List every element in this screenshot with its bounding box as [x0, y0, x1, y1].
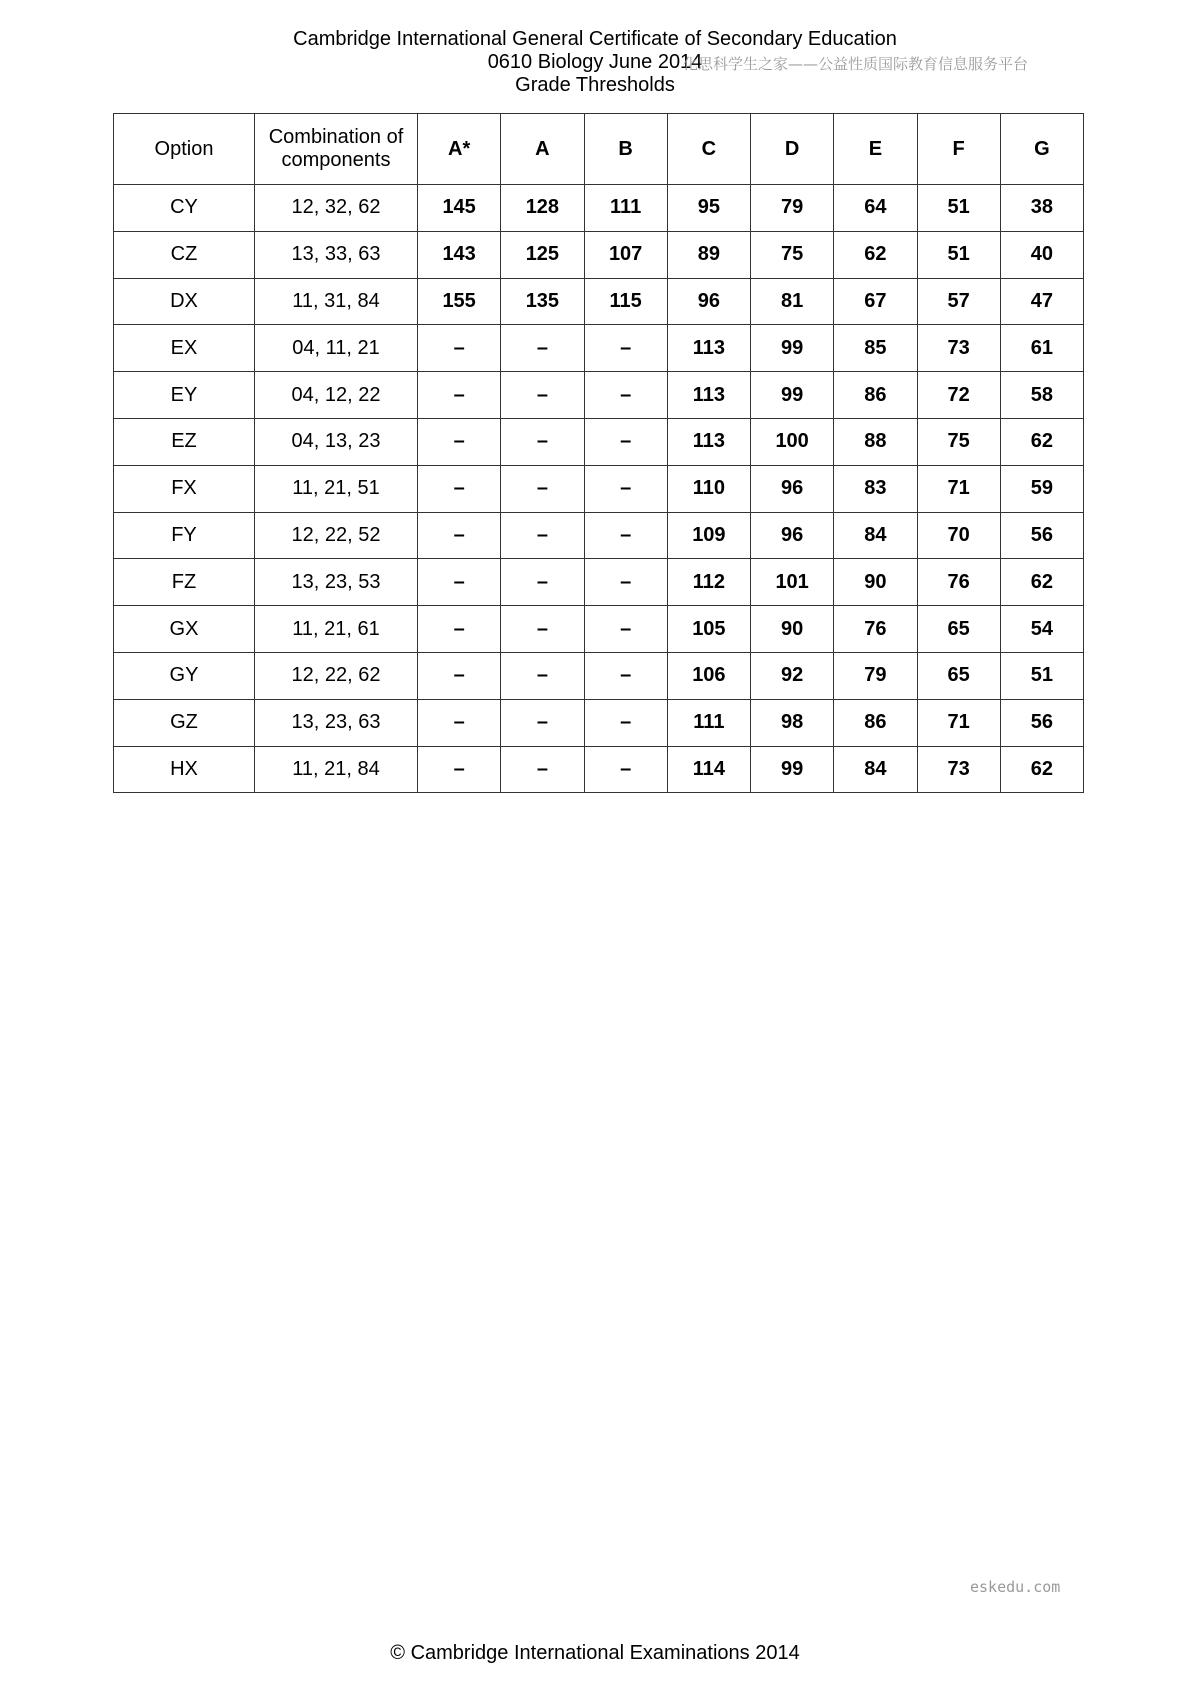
option-cell: GZ [114, 699, 255, 746]
combination-cell: 13, 33, 63 [255, 231, 418, 278]
grade-threshold-cell: 73 [917, 746, 1000, 793]
grade-threshold-cell: 75 [917, 418, 1000, 465]
grade-threshold-cell: 113 [667, 325, 750, 372]
header-subject: 0610 Biology June 2014 [487, 51, 703, 73]
grade-threshold-cell: 99 [751, 325, 834, 372]
grade-threshold-cell: – [584, 512, 667, 559]
option-cell: CY [114, 185, 255, 232]
option-cell: DX [114, 278, 255, 325]
grade-threshold-cell: 51 [1000, 652, 1083, 699]
grade-threshold-cell: – [584, 699, 667, 746]
column-header: F [917, 114, 1000, 185]
grade-threshold-cell: – [501, 465, 584, 512]
option-cell: FZ [114, 559, 255, 606]
grade-threshold-cell: 65 [917, 606, 1000, 653]
grade-threshold-cell: 92 [751, 652, 834, 699]
column-header: A* [418, 114, 501, 185]
grade-threshold-cell: 90 [751, 606, 834, 653]
table-row [114, 372, 1084, 419]
grade-threshold-cell: 76 [917, 559, 1000, 606]
grade-threshold-cell: – [501, 559, 584, 606]
combination-cell: 04, 12, 22 [255, 372, 418, 419]
grade-threshold-cell: – [584, 652, 667, 699]
grade-threshold-cell: 109 [667, 512, 750, 559]
combination-cell: 12, 22, 52 [255, 512, 418, 559]
combination-cell: 04, 11, 21 [255, 325, 418, 372]
grade-threshold-cell: 73 [917, 325, 1000, 372]
grade-threshold-cell: 111 [584, 185, 667, 232]
grade-threshold-cell: 125 [501, 231, 584, 278]
grade-threshold-cell: – [418, 652, 501, 699]
grade-threshold-cell: – [584, 559, 667, 606]
column-header: C [667, 114, 750, 185]
grade-threshold-cell: 79 [834, 652, 917, 699]
column-header: G [1000, 114, 1083, 185]
combination-cell: 13, 23, 63 [255, 699, 418, 746]
grade-threshold-cell: 85 [834, 325, 917, 372]
grade-threshold-cell: 84 [834, 512, 917, 559]
table-row [114, 231, 1084, 278]
grade-threshold-cell: 111 [667, 699, 750, 746]
grade-threshold-cell: 99 [751, 746, 834, 793]
grade-threshold-cell: 135 [501, 278, 584, 325]
grade-threshold-cell: – [418, 325, 501, 372]
copyright-footer: © Cambridge International Examinations 2014 [390, 1642, 800, 1664]
grade-threshold-cell: – [584, 606, 667, 653]
grade-threshold-cell: – [501, 606, 584, 653]
column-header: Combination of components [255, 114, 418, 185]
grade-threshold-cell: 59 [1000, 465, 1083, 512]
column-header: A [501, 114, 584, 185]
column-header: Option [114, 114, 255, 185]
grade-threshold-cell: – [418, 465, 501, 512]
table-row [114, 418, 1084, 465]
grade-threshold-cell: 71 [917, 465, 1000, 512]
grade-threshold-cell: – [418, 606, 501, 653]
grade-threshold-cell: 56 [1000, 699, 1083, 746]
grade-threshold-cell: 76 [834, 606, 917, 653]
grade-threshold-cell: – [501, 418, 584, 465]
grade-threshold-cell: – [501, 699, 584, 746]
grade-threshold-cell: – [501, 325, 584, 372]
grade-threshold-cell: – [418, 746, 501, 793]
table-row [114, 559, 1084, 606]
grade-threshold-cell: 99 [751, 372, 834, 419]
grade-threshold-cell: – [418, 418, 501, 465]
grade-threshold-cell: – [501, 512, 584, 559]
grade-threshold-cell: – [584, 746, 667, 793]
grade-threshold-cell: 51 [917, 231, 1000, 278]
table-body [114, 185, 1084, 793]
option-cell: FX [114, 465, 255, 512]
header-qualification: Cambridge International General Certificate of Secondary Education [293, 28, 897, 50]
option-cell: FY [114, 512, 255, 559]
grade-threshold-cell: – [418, 372, 501, 419]
grade-threshold-cell: 88 [834, 418, 917, 465]
table-row [114, 699, 1084, 746]
grade-threshold-cell: – [501, 372, 584, 419]
grade-threshold-cell: 62 [1000, 746, 1083, 793]
grade-threshold-cell: 114 [667, 746, 750, 793]
grade-threshold-cell: 100 [751, 418, 834, 465]
option-cell: GY [114, 652, 255, 699]
grade-threshold-cell: 110 [667, 465, 750, 512]
grade-threshold-cell: 113 [667, 418, 750, 465]
column-header: D [751, 114, 834, 185]
grade-threshold-cell: 83 [834, 465, 917, 512]
option-cell: GX [114, 606, 255, 653]
grade-thresholds-table [113, 113, 1084, 793]
grade-threshold-cell: 105 [667, 606, 750, 653]
grade-threshold-cell: 90 [834, 559, 917, 606]
table-row [114, 746, 1084, 793]
grade-threshold-cell: 143 [418, 231, 501, 278]
header-title: Grade Thresholds [515, 74, 675, 96]
table-row [114, 465, 1084, 512]
grade-threshold-cell: 79 [751, 185, 834, 232]
combination-cell: 12, 22, 62 [255, 652, 418, 699]
grade-threshold-cell: 61 [1000, 325, 1083, 372]
combination-cell: 12, 32, 62 [255, 185, 418, 232]
combination-cell: 11, 21, 61 [255, 606, 418, 653]
grade-threshold-cell: 71 [917, 699, 1000, 746]
grade-threshold-cell: 106 [667, 652, 750, 699]
grade-threshold-cell: 86 [834, 372, 917, 419]
table-row [114, 278, 1084, 325]
table-row [114, 325, 1084, 372]
option-cell: EZ [114, 418, 255, 465]
grade-threshold-cell: 86 [834, 699, 917, 746]
grade-threshold-cell: – [501, 746, 584, 793]
combination-cell: 11, 21, 51 [255, 465, 418, 512]
combination-cell: 11, 31, 84 [255, 278, 418, 325]
grade-threshold-cell: 96 [751, 465, 834, 512]
grade-threshold-cell: 84 [834, 746, 917, 793]
grade-threshold-cell: 62 [1000, 418, 1083, 465]
grade-threshold-cell: 115 [584, 278, 667, 325]
grade-threshold-cell: – [584, 372, 667, 419]
watermark-top: 化思科学生之家——公益性质国际教育信息服务平台 [683, 55, 1029, 73]
grade-threshold-cell: 112 [667, 559, 750, 606]
grade-threshold-cell: – [584, 325, 667, 372]
grade-threshold-cell: 47 [1000, 278, 1083, 325]
grade-threshold-cell: – [418, 559, 501, 606]
column-header: E [834, 114, 917, 185]
grade-threshold-cell: 155 [418, 278, 501, 325]
option-cell: HX [114, 746, 255, 793]
grade-threshold-cell: – [584, 418, 667, 465]
table-row [114, 185, 1084, 232]
column-header: B [584, 114, 667, 185]
grade-threshold-cell: 58 [1000, 372, 1083, 419]
grade-threshold-cell: 38 [1000, 185, 1083, 232]
table-row [114, 652, 1084, 699]
grade-threshold-cell: 54 [1000, 606, 1083, 653]
grade-threshold-cell: 101 [751, 559, 834, 606]
combination-cell: 11, 21, 84 [255, 746, 418, 793]
grade-threshold-cell: 96 [751, 512, 834, 559]
grade-threshold-cell: 40 [1000, 231, 1083, 278]
grade-threshold-cell: 62 [1000, 559, 1083, 606]
grade-threshold-cell: 72 [917, 372, 1000, 419]
grade-threshold-cell: 62 [834, 231, 917, 278]
grade-threshold-cell: 128 [501, 185, 584, 232]
grade-threshold-cell: 65 [917, 652, 1000, 699]
option-cell: EY [114, 372, 255, 419]
grade-threshold-cell: – [418, 699, 501, 746]
grade-threshold-cell: 67 [834, 278, 917, 325]
option-cell: CZ [114, 231, 255, 278]
grade-threshold-cell: 96 [667, 278, 750, 325]
grade-threshold-cell: 51 [917, 185, 1000, 232]
watermark-bottom: eskedu.com [970, 1578, 1061, 1596]
option-cell: EX [114, 325, 255, 372]
grade-threshold-cell: 64 [834, 185, 917, 232]
combination-cell: 04, 13, 23 [255, 418, 418, 465]
grade-threshold-cell: 98 [751, 699, 834, 746]
grade-threshold-cell: 145 [418, 185, 501, 232]
grade-threshold-cell: 113 [667, 372, 750, 419]
grade-threshold-cell: 75 [751, 231, 834, 278]
grade-threshold-cell: 56 [1000, 512, 1083, 559]
grade-threshold-cell: – [584, 465, 667, 512]
table-row [114, 606, 1084, 653]
grade-threshold-cell: 107 [584, 231, 667, 278]
grade-threshold-cell: – [418, 512, 501, 559]
grade-threshold-cell: 57 [917, 278, 1000, 325]
table-header-row [114, 114, 1084, 185]
grade-threshold-cell: 95 [667, 185, 750, 232]
grade-threshold-cell: – [501, 652, 584, 699]
grade-threshold-cell: 70 [917, 512, 1000, 559]
grade-threshold-cell: 81 [751, 278, 834, 325]
combination-cell: 13, 23, 53 [255, 559, 418, 606]
grade-threshold-cell: 89 [667, 231, 750, 278]
table-row [114, 512, 1084, 559]
